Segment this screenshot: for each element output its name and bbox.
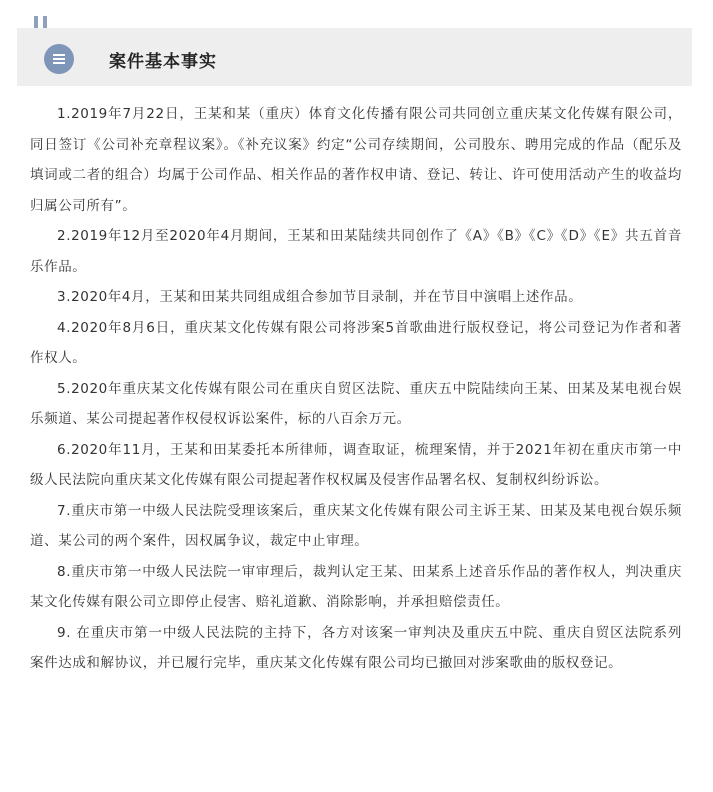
fact-paragraph-4: 4.2020年8月6日，重庆某文化传媒有限公司将涉案5首歌曲进行版权登记，将公司登记为作者和著作权人。 <box>30 319 682 366</box>
section-header <box>17 28 692 86</box>
fact-paragraph-6: 6.2020年11月，王某和田某委托本所律师，调查取证，梳理案情，并于2021年初在重庆市第一中级人民法院向重庆某文化传媒有限公司提起著作权权属及侵害作品署名权、复制权纠纷诉讼。 <box>30 441 682 488</box>
section-title: 案件基本事实 <box>109 52 217 72</box>
fact-paragraph-7: 7.重庆市第一中级人民法院受理该案后，重庆某文化传媒有限公司主诉王某、田某及某电视台娱乐频道、某公司的两个案件，因权属争议，裁定中止审理。 <box>30 502 682 549</box>
fact-paragraph-9: 9. 在重庆市第一中级人民法院的主持下，各方对该案一审判决及重庆五中院、重庆自贸区法院系列案件达成和解协议，并已履行完毕，重庆某文化传媒有限公司均已撤回对涉案歌曲的版权登记。 <box>30 624 682 671</box>
fact-paragraph-3: 3.2020年4月，王某和田某共同组成组合参加节目录制，并在节目中演唱上述作品。 <box>57 289 583 305</box>
fact-paragraph-5: 5.2020年重庆某文化传媒有限公司在重庆自贸区法院、重庆五中院陆续向王某、田某及某电视台娱乐频道、某公司提起著作权侵权诉讼案件，标的八百余万元。 <box>30 380 682 427</box>
case-facts-body <box>30 99 682 679</box>
fact-paragraph-2: 2.2019年12月至2020年4月期间，王某和田某陆续共同创作了《A》《B》《C》《D》《E》共五首音乐作品。 <box>30 228 682 275</box>
fact-paragraph-1: 1.2019年7月22日，王某和某（重庆）体育文化传播有限公司共同创立重庆某文化传媒有限公司，同日签订《公司补充章程议案》。《补充议案》约定“公司存续期间，公司股东、聘用完成的作品（配乐及填词或二者的组合）均属于公司作品、相关作品的著作权申请、登记、转让、许可使用活动产生的收益均归属公司所有”。 <box>30 106 682 214</box>
menu-lines-icon <box>44 44 74 74</box>
fact-paragraph-8: 8.重庆市第一中级人民法院一审审理后，裁判认定王某、田某系上述音乐作品的著作权人，判决重庆某文化传媒有限公司立即停止侵害、赔礼道歉、消除影响，并承担赔偿责任。 <box>30 563 682 610</box>
